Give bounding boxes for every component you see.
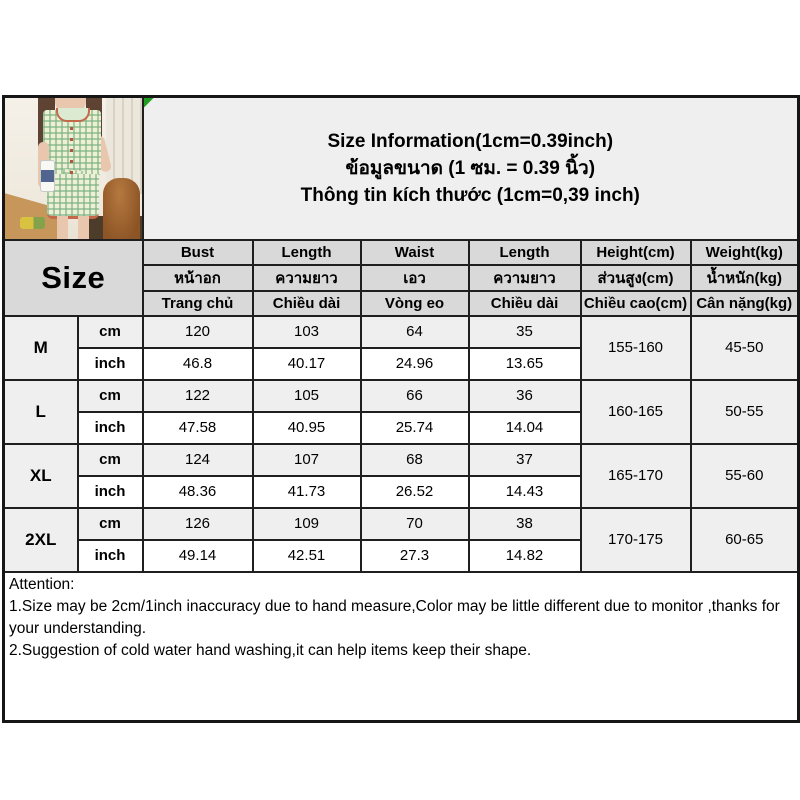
col-waist-vi: Vòng eo [361,291,469,316]
m-length-cm: 103 [253,316,361,348]
col-weight-vi: Cân nặng(kg) [691,291,799,316]
col-length2-en: Length [469,240,581,265]
xl-height-range: 165-170 [581,444,691,508]
xl-weight-range: 55-60 [691,444,799,508]
photo-table-item [20,217,45,229]
title-vietnamese: Thông tin kích thước (1cm=0,39 inch) [300,184,640,206]
photo-bottle-label [41,170,54,182]
col-waist-en: Waist [361,240,469,265]
size-header: Size [4,240,143,316]
m-unit-inch: inch [78,348,143,380]
photo-pajama-collar [56,108,90,122]
attention-section [4,572,799,722]
m-bust-cm: 120 [143,316,253,348]
col-length2-vi: Chiều dài [469,291,581,316]
xl-unit-inch: inch [78,476,143,508]
photo-chair [103,178,140,239]
photo-model-leg-right [78,216,89,239]
l-length2-inch: 14.04 [469,412,581,444]
m-waist-inch: 24.96 [361,348,469,380]
title-english: Size Information(1cm=0.39inch) [327,130,614,152]
col-height-vi: Chiều cao(cm) [581,291,691,316]
col-length-th: ความยาว [253,265,361,291]
col-height-th: ส่วนสูง(cm) [581,265,691,291]
xl-unit-cm: cm [78,444,143,476]
size-xl-label: XL [4,444,78,508]
col-bust-vi: Trang chủ [143,291,253,316]
2xl-unit-cm: cm [78,508,143,540]
l-bust-cm: 122 [143,380,253,412]
col-length-vi: Chiều dài [253,291,361,316]
2xl-length-inch: 42.51 [253,540,361,572]
col-bust-th: หน้าอก [143,265,253,291]
xl-length2-inch: 14.43 [469,476,581,508]
col-length-en: Length [253,240,361,265]
col-weight-th: น้ำหนัก(kg) [691,265,799,291]
product-photo-illustration [5,98,142,239]
photo-model-leg-left [57,216,68,239]
m-height-range: 155-160 [581,316,691,380]
xl-waist-inch: 26.52 [361,476,469,508]
2xl-bust-cm: 126 [143,508,253,540]
col-weight-en: Weight(kg) [691,240,799,265]
l-length-cm: 105 [253,380,361,412]
2xl-length-cm: 109 [253,508,361,540]
xl-bust-cm: 124 [143,444,253,476]
xl-bust-inch: 48.36 [143,476,253,508]
xl-waist-cm: 68 [361,444,469,476]
2xl-length2-inch: 14.82 [469,540,581,572]
m-length2-cm: 35 [469,316,581,348]
col-waist-th: เอว [361,265,469,291]
product-photo [4,97,143,240]
l-waist-inch: 25.74 [361,412,469,444]
attention-note-1: 1.Size may be 2cm/1inch inaccuracy due to hand measure,Color may be little different due to monitor ,thanks for your understanding. [9,597,780,637]
2xl-bust-inch: 49.14 [143,540,253,572]
2xl-length2-cm: 38 [469,508,581,540]
m-waist-cm: 64 [361,316,469,348]
2xl-waist-cm: 70 [361,508,469,540]
m-length-inch: 40.17 [253,348,361,380]
l-weight-range: 50-55 [691,380,799,444]
l-waist-cm: 66 [361,380,469,412]
xl-length-cm: 107 [253,444,361,476]
l-unit-inch: inch [78,412,143,444]
size-table [2,95,800,723]
col-bust-en: Bust [143,240,253,265]
photo-pajama-buttons [70,126,73,174]
l-bust-inch: 47.58 [143,412,253,444]
l-length-inch: 40.95 [253,412,361,444]
size-l-label: L [4,380,78,444]
xl-length2-cm: 37 [469,444,581,476]
size-m-label: M [4,316,78,380]
col-height-en: Height(cm) [581,240,691,265]
2xl-unit-inch: inch [78,540,143,572]
m-length2-inch: 13.65 [469,348,581,380]
title-block [144,128,798,209]
attention-note-2: 2.Suggestion of cold water hand washing,it can help items keep their shape. [9,641,532,659]
size-2xl-label: 2XL [4,508,78,572]
l-unit-cm: cm [78,380,143,412]
l-height-range: 160-165 [581,380,691,444]
m-unit-cm: cm [78,316,143,348]
green-corner-marker-icon [144,98,154,108]
title-cell [143,97,799,240]
col-length2-th: ความยาว [469,265,581,291]
title-thai: ข้อมูลขนาด (1 ซม. = 0.39 นิ้ว) [345,157,596,179]
xl-length-inch: 41.73 [253,476,361,508]
l-length2-cm: 36 [469,380,581,412]
m-bust-inch: 46.8 [143,348,253,380]
2xl-waist-inch: 27.3 [361,540,469,572]
attention-heading: Attention: [9,575,75,593]
2xl-height-range: 170-175 [581,508,691,572]
2xl-weight-range: 60-65 [691,508,799,572]
m-weight-range: 45-50 [691,316,799,380]
